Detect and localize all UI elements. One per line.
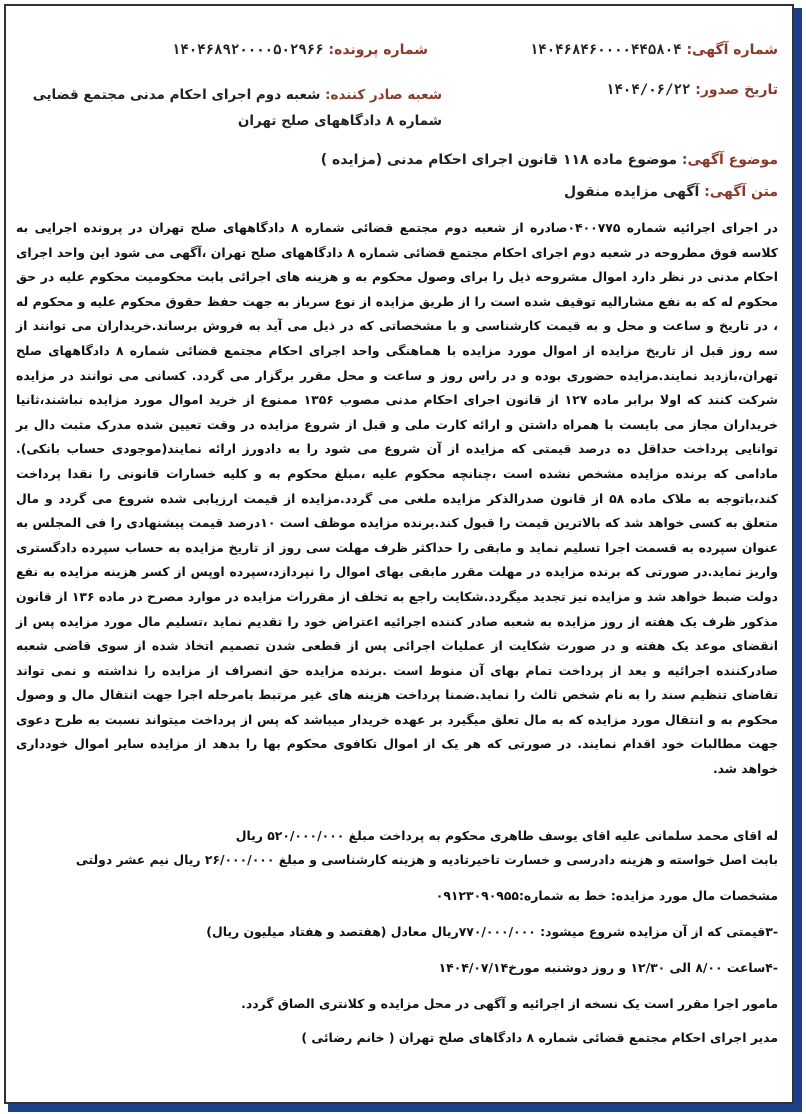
issuer-block [32, 82, 442, 134]
frame-shadow-right [794, 8, 802, 1106]
parties-line-2: بابت اصل خواسته و هزینه دادرسی و خسارت تاخیرتادیه و هزینه کارشناسی و مبلغ ۲۶/۰۰۰/۰۰۰ ریال نیم عشر دولتی [75, 852, 778, 867]
details-line-5: مدیر اجرای احکام مجتمع قضائی شماره ۸ دادگاهای صلح تهران ( خانم رضائی ) [301, 1030, 778, 1045]
case-number-label: شماره پرونده: [328, 42, 428, 58]
case-number [172, 42, 428, 58]
details-line-1: مشخصات مال مورد مزایده: خط به شماره:۰۹۱۲۳۰۹۰۹۵۵ [435, 888, 778, 903]
ad-number [530, 42, 778, 58]
frame-shadow-bottom [8, 1104, 802, 1112]
subject-value: موضوع ماده ۱۱۸ قانون اجرای احکام مدنی (مزایده ) [320, 152, 677, 168]
details-line-3: -۴ساعت ۸/۰۰ الی ۱۲/۳۰ و روز دوشنبه مورخ۱۴۰۴/۰۷/۱۴ [438, 960, 778, 975]
parties-line-1: له اقای محمد سلمانی علیه اقای یوسف طاهری محکوم به پرداخت مبلغ ۵۲۰/۰۰۰/۰۰۰ ریال [235, 828, 778, 843]
subject-row [20, 152, 778, 168]
details-line-2: -۳قیمتی که از آن مزایده شروع میشود: ۷۷۰/۰۰۰/۰۰۰ریال معادل (هفتصد و هفتاد میلیون ریال) [206, 924, 778, 939]
notice-frame [4, 4, 794, 1104]
issue-date-label: تاریخ صدور: [695, 82, 778, 98]
issue-date [606, 82, 778, 98]
case-number-value: ۱۴۰۴۶۸۹۲۰۰۰۰۵۰۲۹۶۶ [171, 42, 324, 58]
notice-body: در اجرای اجرائیه شماره ۰۴۰۰۷۷۵صادره از شعبه دوم مجتمع قضائی شماره ۸ دادگاههای صلح تهران در پرونده اجرایی به کلاسه فوق مطروحه در شعبه دوم اجرای احکام مجتمع قضائی شماره ۸ دادگاههای صلح تهران ،آگهی می شود این واحد اجرای احکام مدنی در نظر دارد اموال مشروحه ذیل را برای وصول محکوم به و هزینه های اجرائی بابت محکومیت محکوم علیه در حق محکوم له که به نفع مشارالیه توقیف شده است را از طریق مزایده از نوع سرباز به جهت حفظ حقوق محکوم علیه و محکوم له ، در تاریخ و ساعت و محل و به قیمت کارشناسی و با مشخصاتی که در ذیل می آید به فروش برساند.خریداران می توانند از سه روز قبل از تاریخ مزایده از اموال مورد مزایده با هماهنگی واحد اجرای احکام مجتمع قضائی شماره ۸ دادگاههای صلح تهران،بازدید نمایند.مزایده حضوری بوده و در راس روز و ساعت و محل مقرر برگزار می گردد. کسانی می توانند در مزایده شرکت کنند که اولا برابر ماده ۱۲۷ از قانون اجرای احکام مدنی مصوب ۱۳۵۶ ممنوع از خرید اموال مورد مزایده نباشند،ثانیا خریداران مجاز می بایست با همراه داشتن و ارائه کارت ملی و قبل از شروع مزایده در وقت تعیین شده مدرک مثبت دال بر توانایی پرداخت حداقل ده درصد قیمتی که مزایده از آن شروع می شود را به دادورز ارائه نمایند(موجودی حساب بانکی). مادامی که برنده مزایده مشخص نشده است ،چنانچه محکوم علیه ،مبلغ محکوم به و کلیه خسارات قانونی را نقدا پرداخت کند،باتوجه به ملاک ماده ۵۸ از قانون صدرالذکر مزایده ملغی می گردد.مزایده از قیمت ارزیابی شده شروع می گردد و مال متعلق به کسی خواهد شد که بالاترین قیمت را قبول کند.برنده مزایده موظف است ۱۰درصد قیمت پیشنهادی را فی المجلس به عنوان سپرده به قسمت اجرا تسلیم نماید و مابقی را حداکثر ظرف مهلت سی روز از تاریخ مزایده به حساب سپرده دادگستری واریز نماید.در صورتی که برنده مزایده در مهلت مقرر مابقی بهای اموال را نپردازد،سپرده اوپس از کسر هزینه مزایده به نفع دولت ضبط خواهد شد و مزایده نیز تجدید میگردد.شکایت راجع به تخلف از مقررات مزایده در موارد مصرح در ماده ۱۳۶ از قانون مذکور ظرف یک هفته از روز مزایده به شعبه صادر کننده اجرائیه اعتراض خود را تقدیم نماید ،تسلیم مال مورد مزایده پس از انقضای موعد یک هفته و در صورت شکایت از عملیات اجرائی پس از قطعی شدن تصمیم اتخاذ شده از سوی قاضی شعبه صادرکننده اجرائیه و بعد از پرداخت تمام بهای آن منوط است .برنده مزایده حق انصراف از مزایده را نداشته و نمی تواند تقاضای تنظیم سند را به نام شخص ثالث را نماید.ضمنا پرداخت هزینه های غیر مرتبط بامرحله اجرا جهت انتقال مال و وصول محکوم به و انتقال مورد مزایده که به مال تعلق میگیرد بر عهده خریدار میباشد که پس از پرداخت میتواند نسبت به طرح دعوی جهت مطالبات خود اقدام نمایند. در صورتی که هر یک از اموال تکافوی محکوم بها را بدهد از مزایده سایر اموال خودداری خواهد شد. [16, 220, 779, 777]
issuer-label: شعبه صادر کننده: [325, 87, 442, 103]
ad-number-value: ۱۴۰۴۶۸۴۶۰۰۰۰۴۴۵۸۰۴ [529, 42, 682, 58]
details-line-4: مامور اجرا مقرر است یک نسخه از اجرائیه و آگهی در محل مزایده و کلانتری الصاق گردد. [241, 996, 778, 1011]
issue-date-value: ۱۴۰۴/۰۶/۲۲ [606, 82, 691, 98]
text-label: متن آگهی: [704, 184, 778, 200]
text-title: آگهی مزایده منقول [564, 184, 700, 200]
ad-number-label: شماره آگهی: [686, 42, 778, 58]
text-title-row [20, 184, 778, 200]
subject-label: موضوع آگهی: [681, 152, 778, 168]
issuer-value: شعبه دوم اجرای احکام مدنی مجتمع قضایی شماره ۸ دادگاههای صلح تهران [32, 87, 442, 129]
